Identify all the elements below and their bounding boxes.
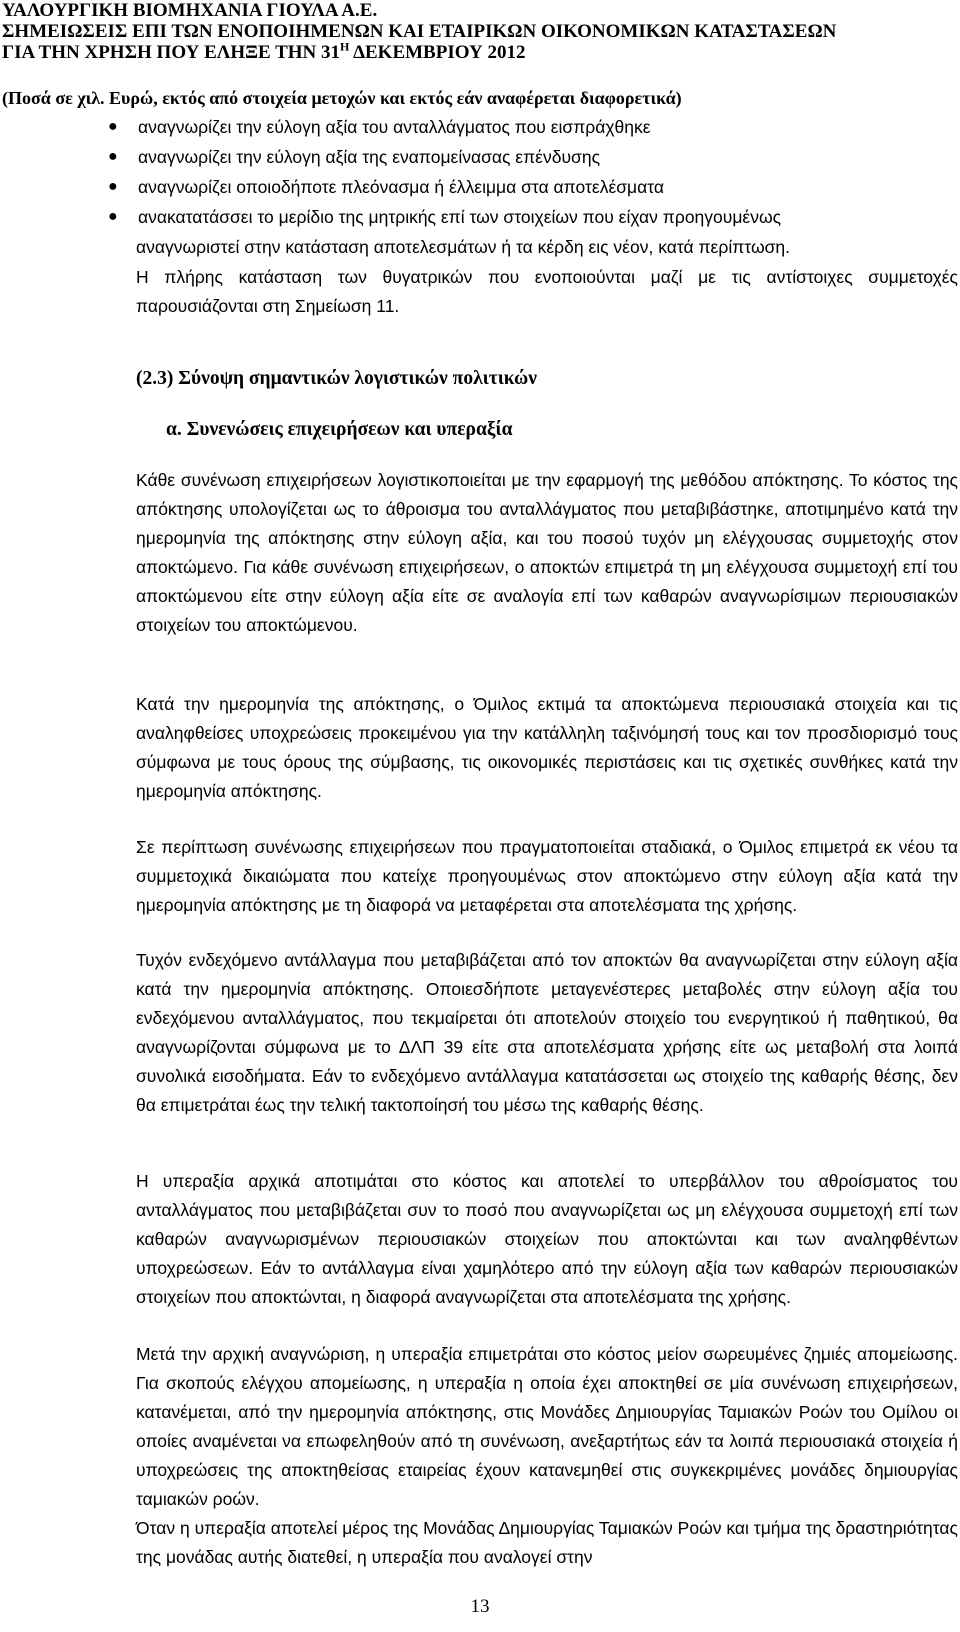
period-line <box>2 39 952 63</box>
page-number: 13 <box>470 1596 490 1617</box>
paragraph-goodwill-impairment: Μετά την αρχική αναγνώριση, η υπεραξία επιμετράται στο κόστος μείον σωρευμένες ζημιές απομείωσης. Για σκοπούς ελέγχου απομείωσης, η υπεραξία η οποία έχει αποκτηθεί σε μία συνένωση επιχειρήσεων, κατανέμεται, από την ημερομηνία απόκτησης, στις Μονάδες Δημιουργίας Ταμιακών Ροών του Ομίλου οι οποίες αναμένεται να επωφεληθούν από τη συνένωση, ανεξαρτήτως εάν τα λοιπά περιουσιακά στοιχεία ή υποχρεώσεις της αποκτηθείσας εταιρείας έχουν κατανεμηθεί στις συγκεκριμένες μονάδες δημιουργίας ταμιακών ροών. <box>136 1344 958 1509</box>
period-line-sup: Η <box>340 39 350 54</box>
bullet-item <box>108 172 958 202</box>
bullet-item <box>108 142 958 172</box>
paragraph-step-acquisition: Σε περίπτωση συνένωσης επιχειρήσεων που πραγματοποιείται σταδιακά, ο Όμιλος επιμετρά εκ νέου τα συμμετοχικά δικαιώματα που κατείχε προηγουμένως στον αποκτώμενο στην εύλογη αξία κατά την ημερομηνία απόκτησης με τη διαφορά να μεταφέρεται στα αποτελέσματα της χρήσης. <box>136 837 958 915</box>
period-line-end: ΔΕΚΕΜΒΡΙΟΥ 2012 <box>349 42 526 63</box>
bullet-text: αναγνωρίζει την εύλογη αξία της εναπομείνασας επένδυσης <box>138 147 600 167</box>
bullet-list <box>108 112 958 262</box>
bullet-marker: ● <box>108 178 118 195</box>
paragraph-contingent-consideration: Τυχόν ενδεχόμενο αντάλλαγμα που μεταβιβάζεται από τον αποκτών θα αναγνωρίζεται στην εύλογη αξία κατά την ημερομηνία απόκτησης. Οποιεσδήποτε μεταγενέστερες μεταβολές στην εύλογη αξία του ενδεχόμενου ανταλλάγματος, που τεκμαίρεται ότι αποτελούν στοιχείο του ενεργητικού ή παθητικού, θα αναγνωρίζονται σύμφωνα με το ΔΛΠ 39 είτε στα αποτελέσματα χρήσης είτε ως μεταβολή στα λοιπά συνολικά εισοδήματα. Εάν το ενδεχόμενο αντάλλαγμα κατατάσσεται ως στοιχείο της καθαρής θέσης, δεν θα επιμετράται έως την τελική τακτοποίησή του μέσω της καθαρής θέσης. <box>136 950 958 1115</box>
bullet-text: αναγνωρίζει την εύλογη αξία του ανταλλάγματος που εισπράχθηκε <box>138 117 651 137</box>
units-note: (Ποσά σε χιλ. Ευρώ, εκτός από στοιχεία μετοχών και εκτός εάν αναφέρεται διαφορετικά) <box>2 88 682 108</box>
paragraph-goodwill-initial: Η υπεραξία αρχικά αποτιμάται στο κόστος και αποτελεί το υπερβάλλον του αθροίσματος του ανταλλάγματος που μεταβιβάζεται συν το ποσό που αναγνωρίζεται ως μη ελέγχουσα συμμετοχή επί των καθαρών αναγνωρισμένων περιουσιακών στοιχείων που αποκτώνται και των αναληφθέντων υποχρεώσεων. Εάν το αντάλλαγμα είναι χαμηλότερο από την εύλογη αξία των καθαρών περιουσιακών στοιχείων που αποκτώνται, η διαφορά αναγνωρίζεται στα αποτελέσματα της χρήσης. <box>136 1171 958 1307</box>
company-name: ΥΑΛΟΥΡΓΙΚΗ ΒΙΟΜΗΧΑΝΙΑ ΓΙΟΥΛΑ Α.Ε. <box>2 0 378 21</box>
bullet-text: ανακατατάσσει το μερίδιο της μητρικής επί των στοιχείων που είχαν προηγουμένως <box>138 207 782 227</box>
subsidiaries-paragraph: Η πλήρης κατάσταση των θυγατρικών που ενοποιούνται μαζί με τις αντίστοιχες συμμετοχές παρουσιάζονται στη Σημείωση 11. <box>136 267 958 316</box>
notes-title: ΣΗΜΕΙΩΣΕΙΣ ΕΠΙ ΤΩΝ ΕΝΟΠΟΙΗΜΕΝΩΝ ΚΑΙ ΕΤΑΙΡΙΚΩΝ ΟΙΚΟΝΟΜΙΚΩΝ ΚΑΤΑΣΤΑΣΕΩΝ <box>2 21 837 42</box>
subsection-heading: α. Συνενώσεις επιχειρήσεων και υπεραξία <box>166 419 513 440</box>
document-header <box>2 0 952 63</box>
section-heading: (2.3) Σύνοψη σημαντικών λογιστικών πολιτικών <box>136 368 537 389</box>
bullet-marker: ● <box>108 148 118 165</box>
period-line-start: ΓΙΑ ΤΗΝ ΧΡΗΣΗ ΠΟΥ ΕΛΗΞΕ ΤΗΝ 31 <box>2 42 341 63</box>
bullet-continuation: αναγνωριστεί στην κατάσταση αποτελεσμάτων ή τα κέρδη εις νέον, κατά περίπτωση. <box>136 237 791 257</box>
paragraph-acquisition-date: Κατά την ημερομηνία της απόκτησης, ο Όμιλος εκτιμά τα αποκτώμενα περιουσιακά στοιχεία και τις αναληφθείσες υποχρεώσεις προκειμένου για την κατάλληλη ταξινόμησή τους και τον προσδιορισμό τους σύμφωνα με τους όρους της σύμβασης, τις οικονομικές περιστάσεις και τις σχετικές συνθήκες κατά την ημερομηνία απόκτησης. <box>136 694 958 801</box>
paragraph-method: Κάθε συνένωση επιχειρήσεων λογιστικοποιείται με την εφαρμογή της μεθόδου απόκτησης. Το κόστος της απόκτησης υπολογίζεται ως το άθροισμα του ανταλλάγματος που μεταβιβάστηκε, αποτιμημένο κατά την ημερομηνία της απόκτησης στην εύλογη αξία, και του ποσού τυχόν μη ελέγχουσας συμμετοχής στον αποκτώμενο. Για κάθε συνένωση επιχειρήσεων, ο αποκτών επιμετρά τη μη ελέγχουσα συμμετοχή επί του αποκτώμενου είτε στην εύλογη αξία είτε σε αναλογία επί των καθαρών αναγνωρίσιμων περιουσιακών στοιχείων του αποκτώμενου. <box>136 470 958 635</box>
bullet-item <box>108 112 958 142</box>
bullet-marker: ● <box>108 208 118 225</box>
bullet-marker: ● <box>108 118 118 135</box>
paragraph-goodwill-disposal: Όταν η υπεραξία αποτελεί μέρος της Μονάδας Δημιουργίας Ταμιακών Ροών και τμήμα της δραστηριότητας της μονάδας αυτής διατεθεί, η υπεραξία που αναλογεί στην <box>136 1518 958 1567</box>
bullet-text: αναγνωρίζει οποιοδήποτε πλεόνασμα ή έλλειμμα στα αποτελέσματα <box>138 177 665 197</box>
bullet-item <box>108 202 958 232</box>
